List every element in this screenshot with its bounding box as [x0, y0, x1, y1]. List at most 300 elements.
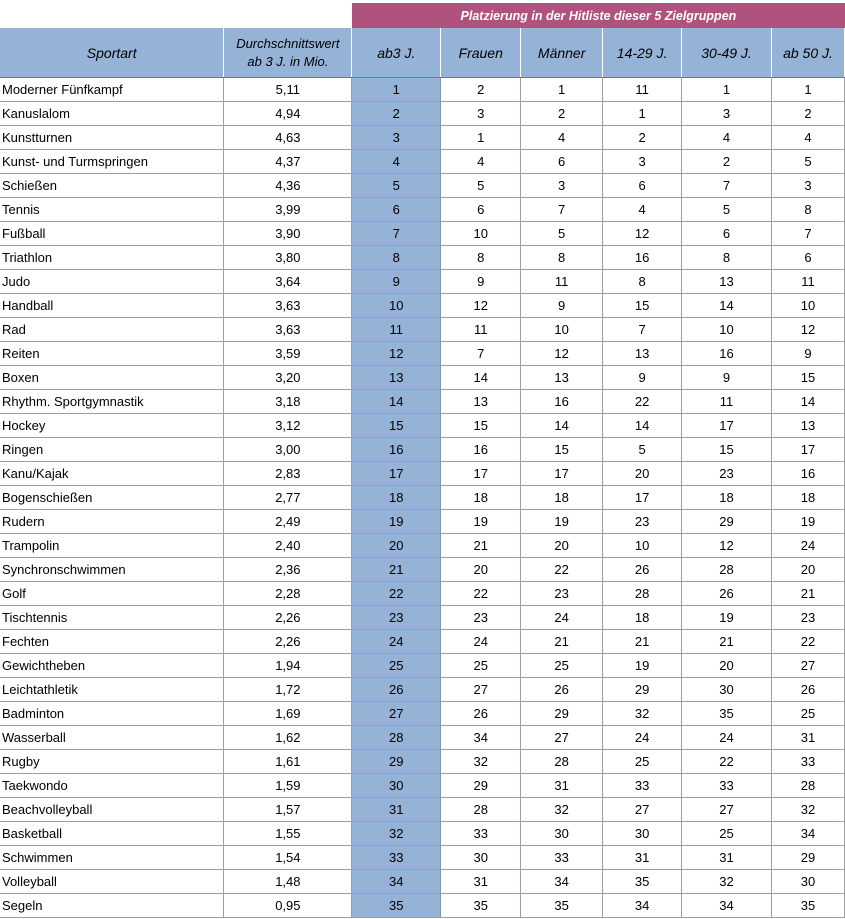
cell-rank: 16 [352, 438, 441, 462]
cell-30-49: 27 [682, 798, 772, 822]
cell-rank: 3 [352, 126, 441, 150]
cell-sport: Tischtennis [0, 606, 224, 630]
cell-average: 1,62 [224, 726, 352, 750]
cell-maenner: 1 [521, 78, 603, 102]
header-ab-50: ab 50 J. [771, 28, 844, 78]
table-row [0, 78, 845, 102]
cell-14-29: 7 [603, 318, 682, 342]
cell-ab-50: 26 [771, 678, 844, 702]
cell-frauen: 27 [441, 678, 521, 702]
cell-ab-50: 32 [771, 798, 844, 822]
cell-14-29: 29 [603, 678, 682, 702]
cell-frauen: 32 [441, 750, 521, 774]
header-average-line2: ab 3 J. in Mio. [247, 53, 329, 69]
cell-average: 2,40 [224, 534, 352, 558]
table-row [0, 870, 845, 894]
cell-rank: 2 [352, 102, 441, 126]
cell-14-29: 24 [603, 726, 682, 750]
cell-sport: Gewichtheben [0, 654, 224, 678]
cell-14-29: 34 [603, 894, 682, 918]
cell-average: 3,99 [224, 198, 352, 222]
table-row [0, 558, 845, 582]
cell-frauen: 26 [441, 702, 521, 726]
cell-30-49: 34 [682, 894, 772, 918]
cell-sport: Tennis [0, 198, 224, 222]
table-row [0, 150, 845, 174]
cell-rank: 15 [352, 414, 441, 438]
cell-maenner: 29 [521, 702, 603, 726]
table-row [0, 366, 845, 390]
cell-frauen: 16 [441, 438, 521, 462]
cell-average: 4,37 [224, 150, 352, 174]
cell-ab-50: 21 [771, 582, 844, 606]
cell-14-29: 1 [603, 102, 682, 126]
cell-ab-50: 15 [771, 366, 844, 390]
cell-maenner: 16 [521, 390, 603, 414]
cell-30-49: 7 [682, 174, 772, 198]
header-14-29: 14-29 J. [603, 28, 682, 78]
cell-sport: Wasserball [0, 726, 224, 750]
cell-14-29: 3 [603, 150, 682, 174]
cell-30-49: 12 [682, 534, 772, 558]
cell-maenner: 33 [521, 846, 603, 870]
cell-rank: 4 [352, 150, 441, 174]
cell-maenner: 23 [521, 582, 603, 606]
cell-rank: 11 [352, 318, 441, 342]
table-row [0, 270, 845, 294]
cell-frauen: 25 [441, 654, 521, 678]
cell-30-49: 26 [682, 582, 772, 606]
cell-rank: 17 [352, 462, 441, 486]
table-row [0, 582, 845, 606]
cell-average: 3,63 [224, 294, 352, 318]
table-row [0, 510, 845, 534]
cell-30-49: 3 [682, 102, 772, 126]
cell-sport: Kanu/Kajak [0, 462, 224, 486]
cell-frauen: 8 [441, 246, 521, 270]
ranking-table-container [0, 3, 845, 918]
cell-sport: Judo [0, 270, 224, 294]
table-row [0, 294, 845, 318]
cell-sport: Kunstturnen [0, 126, 224, 150]
cell-sport: Basketball [0, 822, 224, 846]
cell-maenner: 34 [521, 870, 603, 894]
cell-30-49: 28 [682, 558, 772, 582]
cell-ab-50: 23 [771, 606, 844, 630]
cell-frauen: 2 [441, 78, 521, 102]
cell-frauen: 15 [441, 414, 521, 438]
cell-maenner: 5 [521, 222, 603, 246]
cell-frauen: 28 [441, 798, 521, 822]
ranking-table [0, 3, 845, 918]
cell-14-29: 31 [603, 846, 682, 870]
cell-30-49: 13 [682, 270, 772, 294]
cell-rank: 12 [352, 342, 441, 366]
table-row [0, 846, 845, 870]
table-row [0, 198, 845, 222]
cell-sport: Triathlon [0, 246, 224, 270]
cell-average: 1,94 [224, 654, 352, 678]
cell-30-49: 1 [682, 78, 772, 102]
cell-rank: 34 [352, 870, 441, 894]
cell-frauen: 19 [441, 510, 521, 534]
cell-rank: 18 [352, 486, 441, 510]
cell-30-49: 29 [682, 510, 772, 534]
table-row [0, 342, 845, 366]
cell-frauen: 30 [441, 846, 521, 870]
cell-30-49: 31 [682, 846, 772, 870]
cell-average: 2,26 [224, 630, 352, 654]
cell-sport: Kunst- und Turmspringen [0, 150, 224, 174]
cell-average: 3,59 [224, 342, 352, 366]
cell-rank: 30 [352, 774, 441, 798]
cell-maenner: 11 [521, 270, 603, 294]
cell-maenner: 35 [521, 894, 603, 918]
cell-30-49: 17 [682, 414, 772, 438]
table-row [0, 822, 845, 846]
cell-ab-50: 22 [771, 630, 844, 654]
cell-maenner: 6 [521, 150, 603, 174]
cell-sport: Rad [0, 318, 224, 342]
cell-maenner: 20 [521, 534, 603, 558]
cell-average: 4,94 [224, 102, 352, 126]
cell-rank: 20 [352, 534, 441, 558]
cell-30-49: 16 [682, 342, 772, 366]
cell-frauen: 11 [441, 318, 521, 342]
table-body [0, 78, 845, 918]
cell-ab-50: 3 [771, 174, 844, 198]
cell-rank: 8 [352, 246, 441, 270]
header-average-line1: Durchschnittswert [236, 35, 340, 51]
cell-14-29: 15 [603, 294, 682, 318]
cell-frauen: 13 [441, 390, 521, 414]
cell-average: 1,48 [224, 870, 352, 894]
cell-frauen: 20 [441, 558, 521, 582]
header-average [224, 28, 352, 78]
cell-14-29: 35 [603, 870, 682, 894]
cell-rank: 13 [352, 366, 441, 390]
cell-30-49: 21 [682, 630, 772, 654]
cell-14-29: 12 [603, 222, 682, 246]
cell-maenner: 18 [521, 486, 603, 510]
table-row [0, 438, 845, 462]
cell-30-49: 4 [682, 126, 772, 150]
cell-maenner: 14 [521, 414, 603, 438]
banner-spacer [0, 3, 224, 28]
cell-maenner: 13 [521, 366, 603, 390]
header-sport: Sportart [0, 28, 224, 78]
table-row [0, 798, 845, 822]
cell-frauen: 29 [441, 774, 521, 798]
cell-ab-50: 8 [771, 198, 844, 222]
banner-spacer [224, 3, 352, 28]
cell-ab-50: 20 [771, 558, 844, 582]
cell-sport: Beachvolleyball [0, 798, 224, 822]
cell-maenner: 26 [521, 678, 603, 702]
cell-sport: Fechten [0, 630, 224, 654]
cell-frauen: 17 [441, 462, 521, 486]
cell-30-49: 8 [682, 246, 772, 270]
cell-average: 1,61 [224, 750, 352, 774]
cell-average: 3,63 [224, 318, 352, 342]
table-row [0, 126, 845, 150]
cell-maenner: 9 [521, 294, 603, 318]
table-row [0, 222, 845, 246]
cell-rank: 29 [352, 750, 441, 774]
cell-maenner: 31 [521, 774, 603, 798]
cell-30-49: 35 [682, 702, 772, 726]
table-row [0, 726, 845, 750]
table-row [0, 102, 845, 126]
table-row [0, 678, 845, 702]
cell-frauen: 4 [441, 150, 521, 174]
cell-ab-50: 6 [771, 246, 844, 270]
cell-14-29: 33 [603, 774, 682, 798]
cell-14-29: 28 [603, 582, 682, 606]
cell-ab-50: 2 [771, 102, 844, 126]
cell-30-49: 24 [682, 726, 772, 750]
cell-ab-50: 11 [771, 270, 844, 294]
cell-30-49: 25 [682, 822, 772, 846]
cell-14-29: 25 [603, 750, 682, 774]
cell-ab-50: 25 [771, 702, 844, 726]
cell-ab-50: 18 [771, 486, 844, 510]
cell-14-29: 14 [603, 414, 682, 438]
cell-average: 5,11 [224, 78, 352, 102]
cell-rank: 5 [352, 174, 441, 198]
cell-average: 2,49 [224, 510, 352, 534]
cell-frauen: 10 [441, 222, 521, 246]
cell-frauen: 34 [441, 726, 521, 750]
cell-rank: 23 [352, 606, 441, 630]
cell-ab-50: 10 [771, 294, 844, 318]
cell-maenner: 28 [521, 750, 603, 774]
cell-sport: Golf [0, 582, 224, 606]
cell-average: 2,26 [224, 606, 352, 630]
cell-30-49: 5 [682, 198, 772, 222]
cell-14-29: 13 [603, 342, 682, 366]
cell-frauen: 5 [441, 174, 521, 198]
cell-sport: Segeln [0, 894, 224, 918]
cell-14-29: 20 [603, 462, 682, 486]
cell-30-49: 33 [682, 774, 772, 798]
cell-sport: Rudern [0, 510, 224, 534]
cell-14-29: 16 [603, 246, 682, 270]
cell-ab-50: 7 [771, 222, 844, 246]
table-row [0, 462, 845, 486]
cell-average: 2,83 [224, 462, 352, 486]
cell-maenner: 3 [521, 174, 603, 198]
header-maenner: Männer [521, 28, 603, 78]
cell-rank: 33 [352, 846, 441, 870]
cell-sport: Handball [0, 294, 224, 318]
cell-ab-50: 9 [771, 342, 844, 366]
cell-14-29: 19 [603, 654, 682, 678]
cell-average: 3,90 [224, 222, 352, 246]
cell-average: 1,55 [224, 822, 352, 846]
cell-ab-50: 31 [771, 726, 844, 750]
cell-frauen: 3 [441, 102, 521, 126]
cell-maenner: 19 [521, 510, 603, 534]
cell-maenner: 21 [521, 630, 603, 654]
cell-sport: Schwimmen [0, 846, 224, 870]
cell-sport: Ringen [0, 438, 224, 462]
cell-sport: Rugby [0, 750, 224, 774]
cell-rank: 25 [352, 654, 441, 678]
cell-30-49: 15 [682, 438, 772, 462]
cell-30-49: 2 [682, 150, 772, 174]
cell-average: 3,20 [224, 366, 352, 390]
table-row [0, 894, 845, 918]
cell-maenner: 30 [521, 822, 603, 846]
cell-frauen: 35 [441, 894, 521, 918]
cell-30-49: 6 [682, 222, 772, 246]
table-row [0, 750, 845, 774]
cell-14-29: 4 [603, 198, 682, 222]
cell-30-49: 10 [682, 318, 772, 342]
table-row [0, 486, 845, 510]
cell-sport: Boxen [0, 366, 224, 390]
cell-rank: 9 [352, 270, 441, 294]
cell-30-49: 22 [682, 750, 772, 774]
cell-frauen: 1 [441, 126, 521, 150]
cell-30-49: 9 [682, 366, 772, 390]
cell-sport: Rhythm. Sportgymnastik [0, 390, 224, 414]
header-frauen: Frauen [441, 28, 521, 78]
table-row [0, 606, 845, 630]
cell-frauen: 33 [441, 822, 521, 846]
table-row [0, 654, 845, 678]
cell-maenner: 12 [521, 342, 603, 366]
cell-maenner: 2 [521, 102, 603, 126]
cell-rank: 21 [352, 558, 441, 582]
cell-30-49: 18 [682, 486, 772, 510]
cell-30-49: 19 [682, 606, 772, 630]
cell-average: 2,77 [224, 486, 352, 510]
cell-average: 3,18 [224, 390, 352, 414]
target-groups-banner: Platzierung in der Hitliste dieser 5 Zielgruppen [352, 3, 845, 28]
cell-14-29: 8 [603, 270, 682, 294]
cell-14-29: 18 [603, 606, 682, 630]
cell-30-49: 23 [682, 462, 772, 486]
cell-maenner: 8 [521, 246, 603, 270]
cell-average: 1,57 [224, 798, 352, 822]
cell-rank: 10 [352, 294, 441, 318]
cell-maenner: 15 [521, 438, 603, 462]
cell-frauen: 24 [441, 630, 521, 654]
cell-rank: 35 [352, 894, 441, 918]
cell-frauen: 14 [441, 366, 521, 390]
cell-frauen: 9 [441, 270, 521, 294]
cell-frauen: 18 [441, 486, 521, 510]
cell-14-29: 30 [603, 822, 682, 846]
cell-30-49: 32 [682, 870, 772, 894]
cell-ab-50: 34 [771, 822, 844, 846]
cell-rank: 24 [352, 630, 441, 654]
cell-14-29: 9 [603, 366, 682, 390]
cell-rank: 27 [352, 702, 441, 726]
cell-sport: Leichtathletik [0, 678, 224, 702]
header-30-49: 30-49 J. [682, 28, 772, 78]
table-row [0, 774, 845, 798]
cell-frauen: 21 [441, 534, 521, 558]
cell-rank: 28 [352, 726, 441, 750]
cell-average: 1,54 [224, 846, 352, 870]
cell-sport: Volleyball [0, 870, 224, 894]
cell-frauen: 23 [441, 606, 521, 630]
cell-frauen: 6 [441, 198, 521, 222]
cell-average: 4,63 [224, 126, 352, 150]
cell-ab-50: 4 [771, 126, 844, 150]
cell-average: 1,69 [224, 702, 352, 726]
cell-14-29: 11 [603, 78, 682, 102]
cell-maenner: 32 [521, 798, 603, 822]
cell-ab-50: 35 [771, 894, 844, 918]
cell-rank: 26 [352, 678, 441, 702]
cell-sport: Trampolin [0, 534, 224, 558]
cell-sport: Moderner Fünfkampf [0, 78, 224, 102]
cell-maenner: 10 [521, 318, 603, 342]
cell-maenner: 4 [521, 126, 603, 150]
cell-ab-50: 19 [771, 510, 844, 534]
cell-maenner: 7 [521, 198, 603, 222]
cell-30-49: 20 [682, 654, 772, 678]
cell-maenner: 24 [521, 606, 603, 630]
cell-sport: Fußball [0, 222, 224, 246]
cell-ab-50: 1 [771, 78, 844, 102]
table-row [0, 318, 845, 342]
cell-14-29: 22 [603, 390, 682, 414]
cell-average: 3,64 [224, 270, 352, 294]
cell-frauen: 12 [441, 294, 521, 318]
cell-maenner: 27 [521, 726, 603, 750]
cell-ab-50: 12 [771, 318, 844, 342]
cell-ab-50: 28 [771, 774, 844, 798]
cell-30-49: 30 [682, 678, 772, 702]
cell-sport: Hockey [0, 414, 224, 438]
cell-ab-50: 33 [771, 750, 844, 774]
cell-14-29: 2 [603, 126, 682, 150]
cell-sport: Reiten [0, 342, 224, 366]
cell-ab-50: 30 [771, 870, 844, 894]
cell-ab-50: 13 [771, 414, 844, 438]
table-row [0, 630, 845, 654]
cell-30-49: 11 [682, 390, 772, 414]
table-row [0, 246, 845, 270]
cell-average: 3,12 [224, 414, 352, 438]
cell-14-29: 10 [603, 534, 682, 558]
table-row [0, 414, 845, 438]
cell-ab-50: 14 [771, 390, 844, 414]
cell-rank: 6 [352, 198, 441, 222]
cell-maenner: 17 [521, 462, 603, 486]
cell-sport: Kanuslalom [0, 102, 224, 126]
cell-14-29: 21 [603, 630, 682, 654]
cell-average: 1,72 [224, 678, 352, 702]
cell-average: 2,28 [224, 582, 352, 606]
cell-average: 2,36 [224, 558, 352, 582]
cell-ab-50: 17 [771, 438, 844, 462]
cell-14-29: 6 [603, 174, 682, 198]
cell-rank: 14 [352, 390, 441, 414]
table-row [0, 390, 845, 414]
cell-14-29: 23 [603, 510, 682, 534]
cell-average: 4,36 [224, 174, 352, 198]
cell-average: 3,00 [224, 438, 352, 462]
cell-ab-50: 5 [771, 150, 844, 174]
cell-14-29: 32 [603, 702, 682, 726]
cell-14-29: 27 [603, 798, 682, 822]
